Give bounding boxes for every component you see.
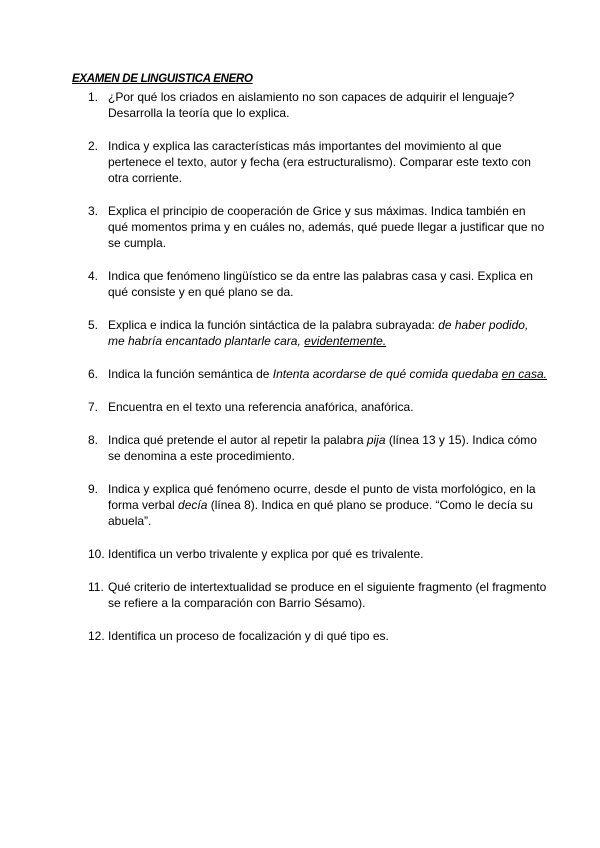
question-item xyxy=(88,481,548,529)
question-item xyxy=(88,138,548,186)
question-item xyxy=(88,546,548,562)
question-text: Identifica un verbo trivalente y explica por qué es trivalente. xyxy=(108,547,424,561)
question-item xyxy=(88,366,548,382)
question-text-italic: decía xyxy=(178,498,208,512)
question-text-plain: Indica y explica qué fenómeno ocurre, desde el punto de vista morfológico, en la forma verbal xyxy=(108,482,536,512)
question-number: 3. xyxy=(88,204,99,218)
question-number: 1. xyxy=(88,90,99,104)
question-text: Indica que fenómeno lingüístico se da entre las palabras casa y casi. Explica en qué consiste y en qué plano se da. xyxy=(108,269,533,299)
question-item xyxy=(88,317,548,349)
question-item xyxy=(88,268,548,300)
question-text-underlined: en casa. xyxy=(501,367,547,381)
question-text: Qué criterio de intertextualidad se produce en el siguiente fragmento (el fragmento se refiere a la comparación con Barrio Sésamo). xyxy=(108,580,547,610)
question-text-plain: Explica e indica la función sintáctica de la palabra subrayada: xyxy=(108,318,439,332)
question-text-italic: pija xyxy=(366,433,386,447)
question-item xyxy=(88,628,548,644)
question-text-plain-after: (línea 8). Indica en qué plano se produce. “Como le decía su abuela”. xyxy=(108,498,533,528)
question-text: Explica el principio de cooperación de Grice y sus máximas. Indica también en qué momentos prima y en cuáles no, además, qué puede llegar a justificar que no se cumpla. xyxy=(108,204,545,250)
question-item xyxy=(88,579,548,611)
question-text: Identifica un proceso de focalización y di qué tipo es. xyxy=(108,629,389,643)
question-number: 10. xyxy=(88,547,105,561)
question-number: 11. xyxy=(88,580,104,594)
question-text-italic: Intenta acordarse de qué comida quedaba xyxy=(272,367,502,381)
question-text xyxy=(108,366,548,382)
question-item xyxy=(88,203,548,251)
question-text xyxy=(108,317,548,349)
question-text xyxy=(108,481,548,529)
question-text-plain: Indica qué pretende el autor al repetir la palabra xyxy=(108,433,367,447)
question-number: 5. xyxy=(88,318,99,332)
question-item xyxy=(88,399,548,415)
question-text: ¿Por qué los criados en aislamiento no son capaces de adquirir el lenguaje? Desarrolla la teoría que lo explica. xyxy=(108,90,515,120)
question-list xyxy=(88,89,548,661)
exam-title: EXAMEN DE LINGUISTICA ENERO xyxy=(72,73,253,85)
question-text xyxy=(108,432,548,464)
question-item xyxy=(88,432,548,464)
question-text: Indica y explica las características más importantes del movimiento al que pertenece el texto, autor y fecha (era estructuralismo). Comparar este texto con otra corriente. xyxy=(108,139,531,185)
question-text-plain-after: (línea 13 y 15). Indica cómo se denomina a este procedimiento. xyxy=(108,433,537,463)
question-number: 12. xyxy=(88,629,105,643)
question-number: 4. xyxy=(88,269,99,283)
question-text: Encuentra en el texto una referencia anafórica, anafórica. xyxy=(108,400,414,414)
question-item xyxy=(88,89,548,121)
question-number: 6. xyxy=(88,367,99,381)
question-number: 8. xyxy=(88,433,99,447)
question-text-plain: Indica la función semántica de xyxy=(108,367,273,381)
question-text-italic: de haber podido, me habría encantado plantarle cara, xyxy=(108,318,529,348)
question-number: 2. xyxy=(88,139,99,153)
question-text-underlined: evidentemente. xyxy=(304,334,387,348)
question-number: 9. xyxy=(88,482,99,496)
question-number: 7. xyxy=(88,400,99,414)
